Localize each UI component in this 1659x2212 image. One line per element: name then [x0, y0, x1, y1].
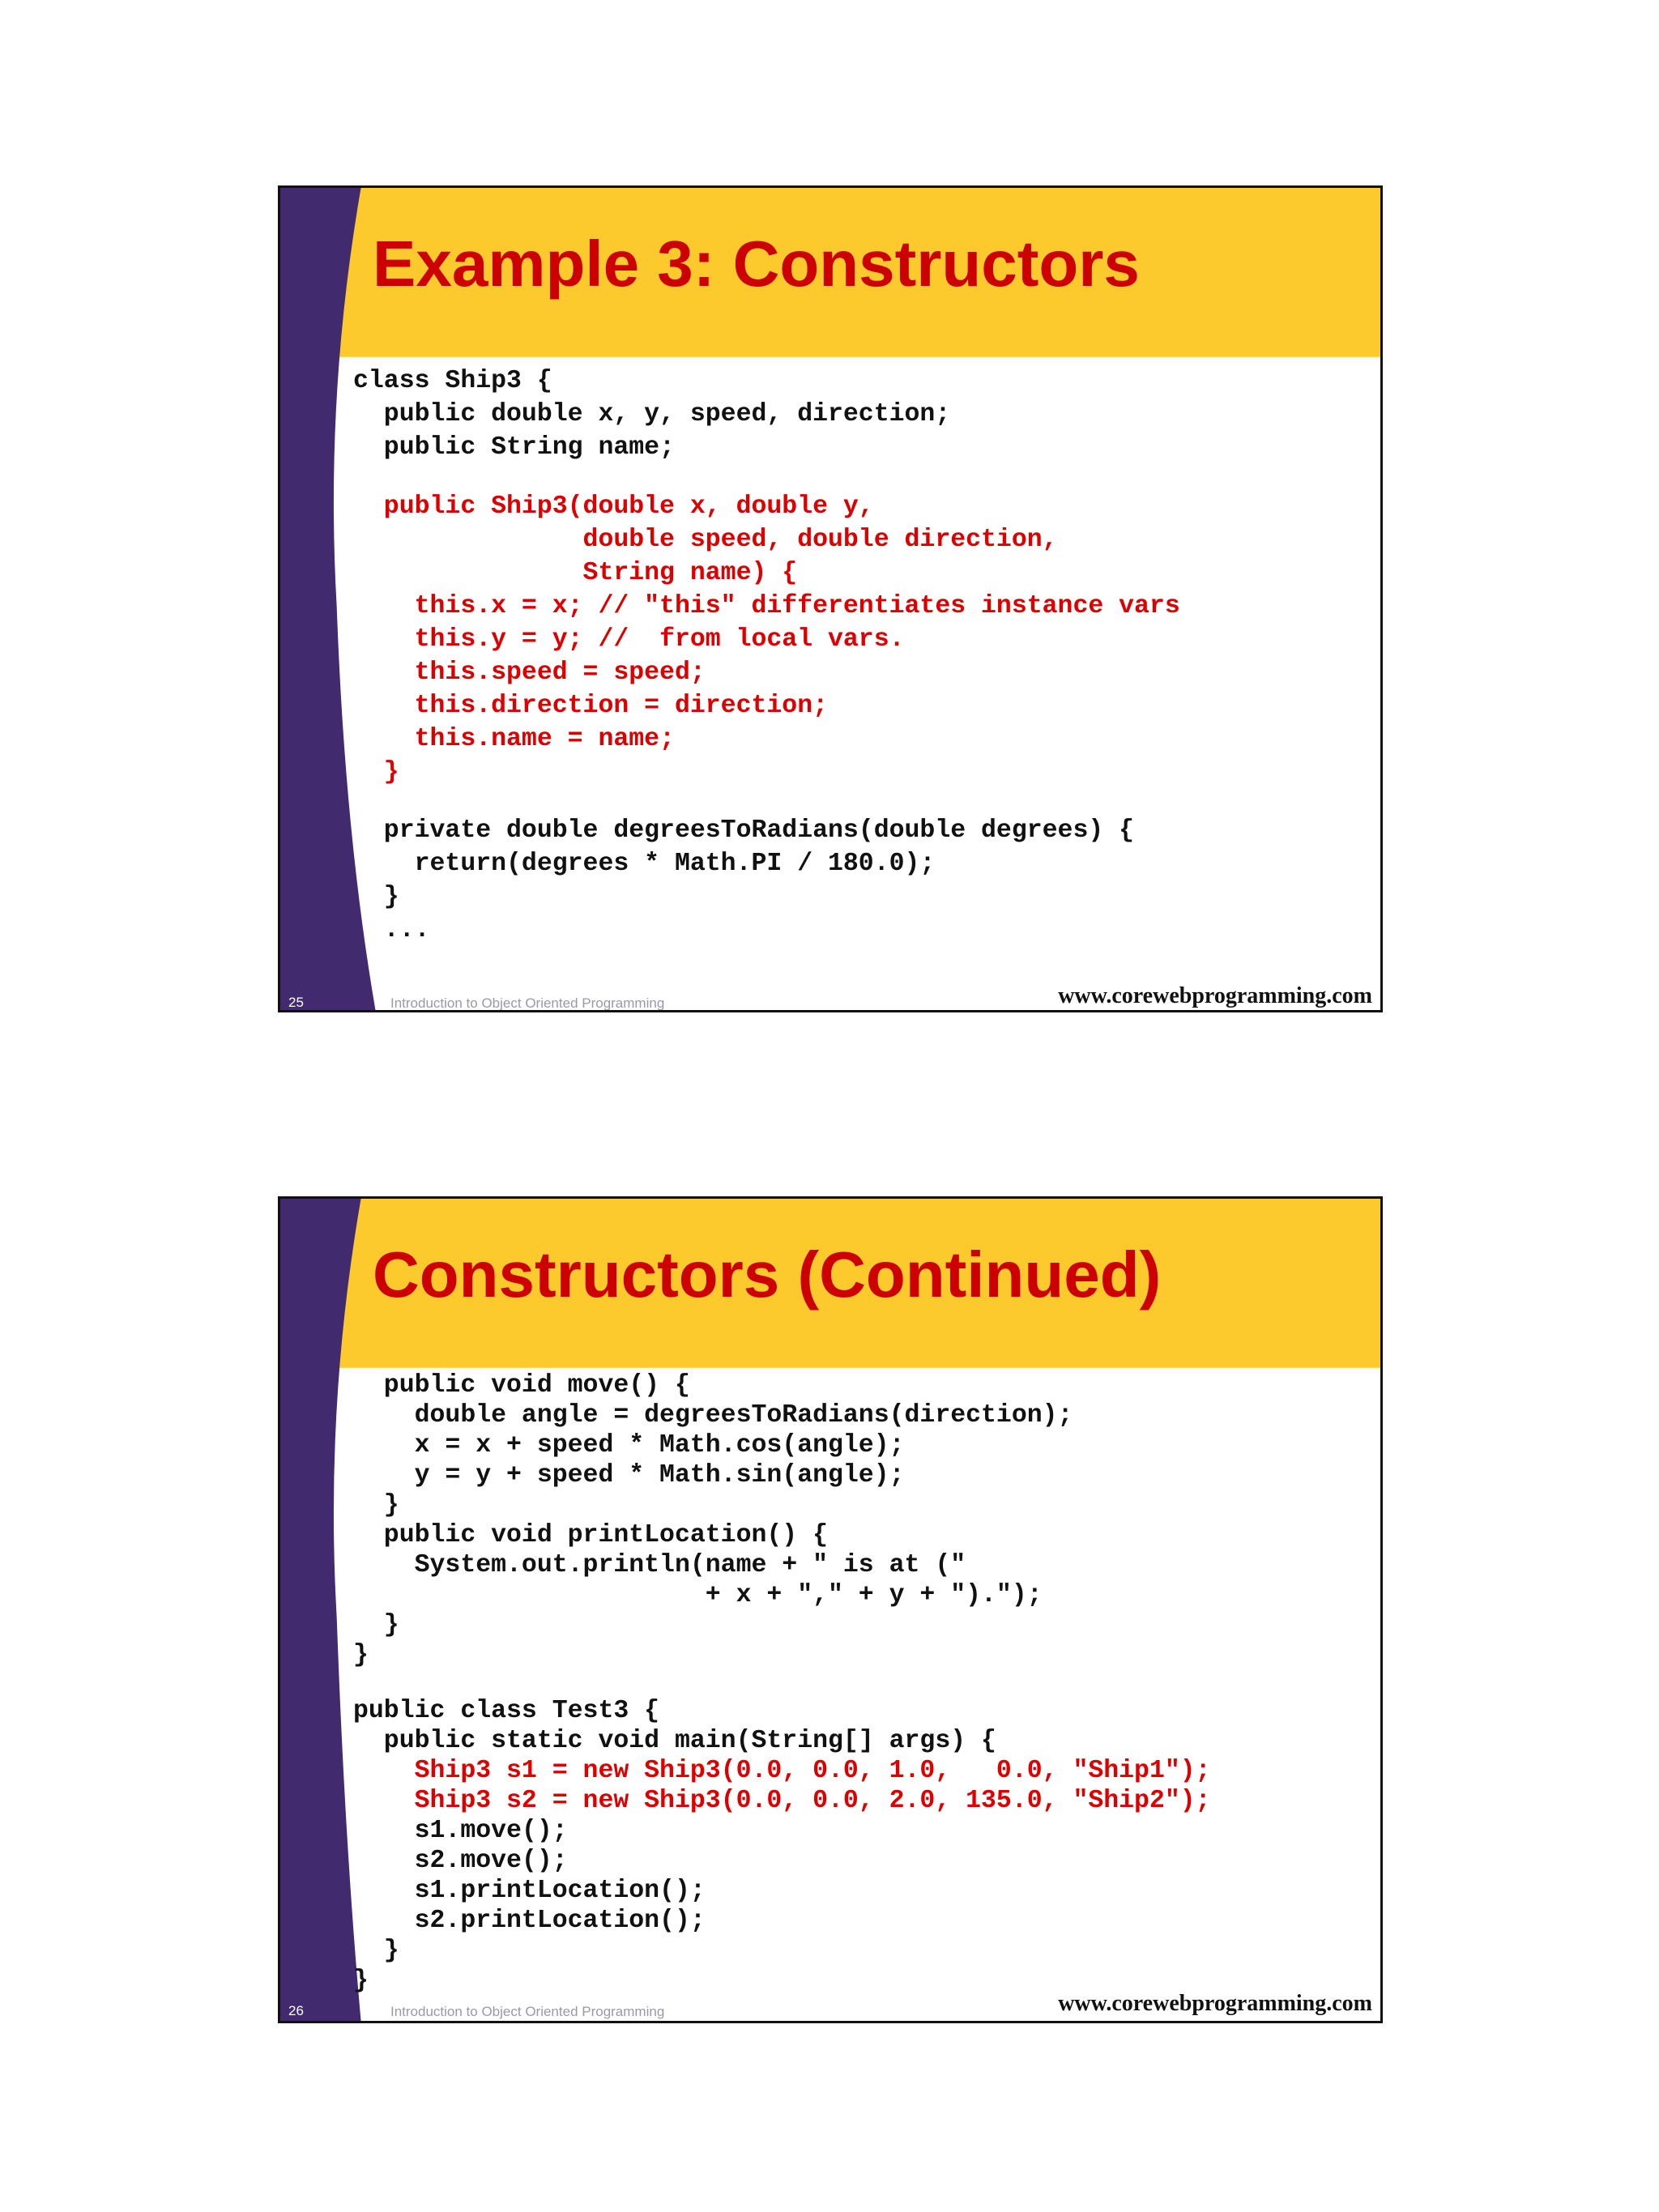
code-line: Ship3 s2 = new Ship3(0.0, 0.0, 2.0, 135.0, "Ship2"); — [353, 1786, 1211, 1815]
code-line: double speed, double direction, — [353, 525, 1058, 554]
code-line: String name) { — [353, 558, 798, 587]
code-line: this.x = x; // "this" differentiates instance vars — [353, 591, 1180, 620]
code-line: public double x, y, speed, direction; — [353, 400, 951, 428]
code-line: public static void main(String[] args) { — [353, 1726, 996, 1755]
code-line: s1.move(); — [353, 1816, 568, 1845]
footer-caption: Introduction to Object Oriented Programming — [390, 995, 665, 1011]
footer-url: www.corewebprogramming.com — [1058, 1991, 1372, 2016]
code-line: + x + "," + y + ")."); — [353, 1581, 1043, 1609]
code-line: } — [353, 883, 399, 911]
footer-url: www.corewebprogramming.com — [1058, 983, 1372, 1008]
code-line: public void move() { — [353, 1371, 690, 1400]
code-line: public Ship3(double x, double y, — [353, 492, 874, 521]
code-line: this.name = name; — [353, 724, 675, 753]
code-line: this.y = y; // from local vars. — [353, 624, 905, 654]
code-line: } — [353, 1936, 399, 1965]
code-line: s2.move(); — [353, 1846, 568, 1875]
code-line: class Ship3 { — [353, 367, 552, 395]
code-line: } — [353, 1641, 369, 1669]
code-block — [353, 364, 1180, 947]
code-line: return(degrees * Math.PI / 180.0); — [353, 850, 936, 878]
code-line: } — [353, 757, 399, 786]
code-line — [353, 789, 1180, 815]
code-line: } — [353, 1966, 369, 1995]
slide-number: 26 — [288, 2003, 304, 2018]
code-line: public class Test3 { — [353, 1696, 660, 1725]
code-line: double angle = degreesToRadians(direction); — [353, 1401, 1073, 1430]
code-line: this.speed = speed; — [353, 658, 706, 687]
slide-26 — [278, 1196, 1383, 2023]
code-line: x = x + speed * Math.cos(angle); — [353, 1431, 905, 1460]
page-title: Example 3: Constructors — [373, 228, 1140, 300]
slide-25 — [278, 185, 1383, 1012]
code-line: private double degreesToRadians(double degrees) { — [353, 816, 1135, 845]
footer-caption: Introduction to Object Oriented Programming — [390, 2004, 665, 2019]
page-title: Constructors (Continued) — [373, 1238, 1162, 1311]
code-line: s2.printLocation(); — [353, 1906, 706, 1935]
code-line — [353, 1670, 1211, 1696]
code-block — [353, 1370, 1211, 1996]
slide-number: 25 — [288, 995, 304, 1010]
code-line: } — [353, 1491, 399, 1519]
code-line: Ship3 s1 = new Ship3(0.0, 0.0, 1.0, 0.0, "Ship1"); — [353, 1756, 1211, 1785]
code-line: public String name; — [353, 433, 675, 462]
code-line: s1.printLocation(); — [353, 1876, 706, 1905]
code-line — [353, 464, 1180, 490]
code-line: } — [353, 1611, 399, 1639]
code-line: y = y + speed * Math.sin(angle); — [353, 1461, 905, 1490]
code-line: System.out.println(name + " is at (" — [353, 1551, 966, 1579]
code-line: ... — [353, 916, 430, 944]
code-line: public void printLocation() { — [353, 1521, 828, 1549]
code-line: this.direction = direction; — [353, 691, 828, 720]
